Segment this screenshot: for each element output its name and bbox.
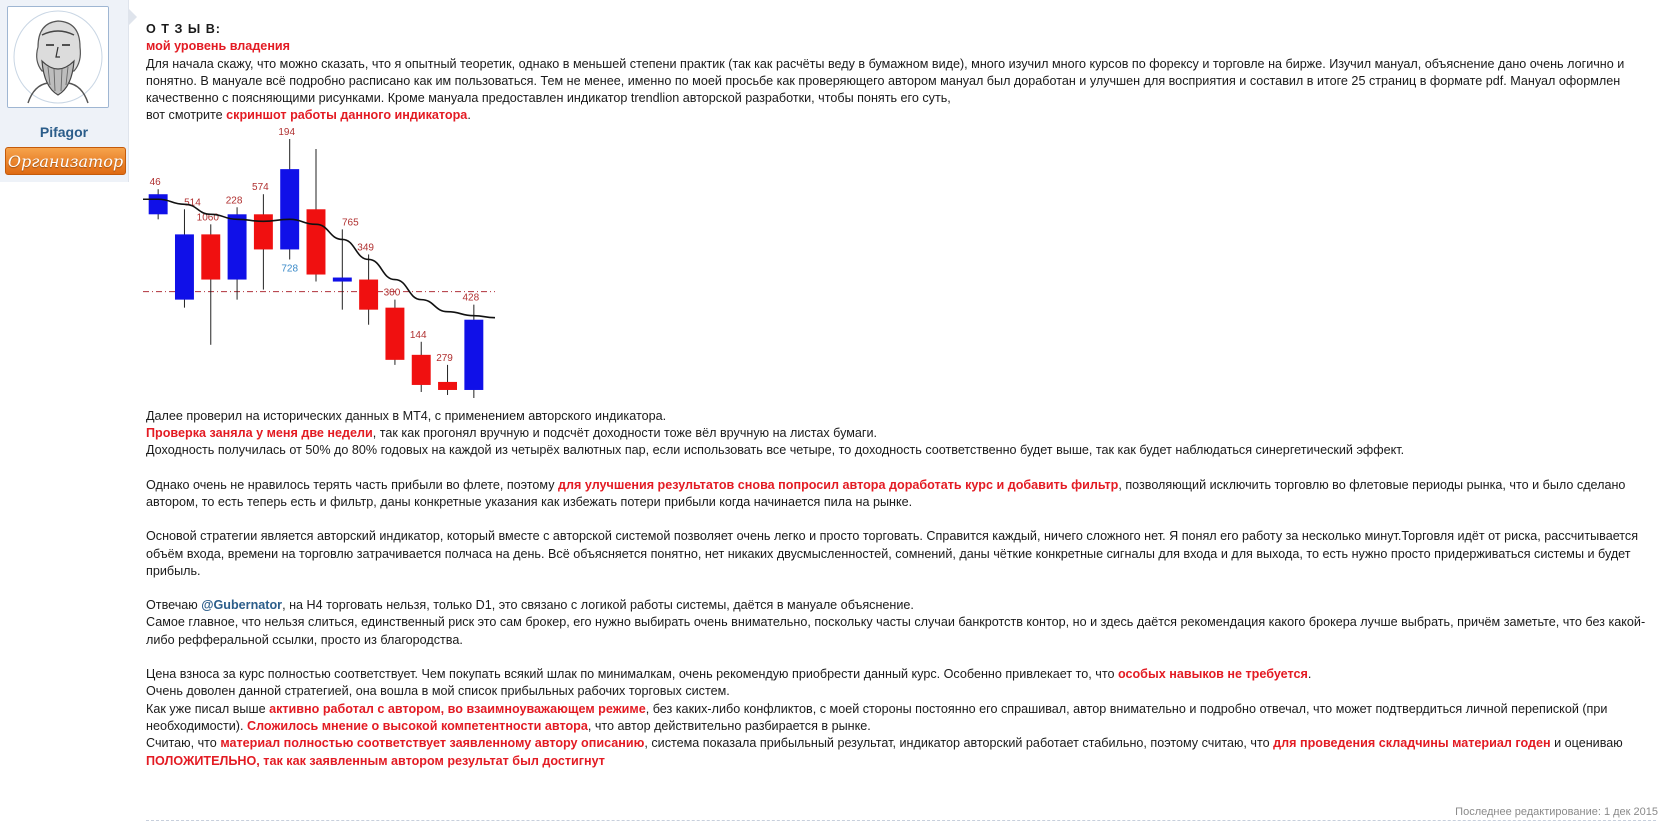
candle-body <box>280 169 299 249</box>
candle-body <box>149 194 168 214</box>
highlight: Сложилось мнение о высокой компетентности автора <box>246 718 588 733</box>
candle-label: 300 <box>383 287 401 299</box>
paragraph-conclusion <box>146 735 1656 770</box>
candle-body <box>333 277 352 281</box>
text: вот смотрите <box>146 108 227 123</box>
candle-label: 46 <box>149 176 161 188</box>
last-edit-note: Последнее редактирование: 1 дек 2015 <box>1455 806 1658 818</box>
highlight: ПОЛОЖИТЕЛЬНО, так как заявленным автором результат был достигнут <box>146 753 605 768</box>
candle-body <box>438 382 457 390</box>
paragraph-history: Далее проверил на исторических данных в MT4, с применением авторского индикатора. <box>146 408 667 423</box>
indicator-screenshot[interactable] <box>143 128 495 406</box>
text: , без каких-либо конфликтов, с моей стороны постоянно его спрашивал, автор внимательно и подробно отвечал, что может подтвердиться личной перепиской (при необходимости). <box>146 701 1608 733</box>
user-sidebar <box>0 0 129 182</box>
mention-link[interactable]: @Gubernator <box>201 598 283 613</box>
text: Как уже писал выше <box>146 701 270 716</box>
post-body <box>146 21 1656 770</box>
candle-label: 574 <box>252 182 269 194</box>
candle-body <box>412 355 431 385</box>
paragraph-strategy: Основой стратегии является авторский индикатор, который вместе с авторской системой позволяет очень легко и просто торговать. Справится каждый, ничего сложного нет. Я понял его работу за несколько минут.Торговля идёт от риска, рассчитывается объём входа, времени на торговлю затрачивается полчаса на день. Всё объясняется понятно, нет никаких двусмысленностей, сомнений, даны чёткие конкретные сигналы для входа и для выхода, то есть нужно просто придерживаться системы и будет прибыль. <box>146 529 1639 578</box>
paragraph-yield: Доходность получилась от 50% до 80% годовых на каждой из четырёх валютных пар, если использовать все четыре, то доходность соответственно будет выше, так как будет наблюдаться синергетический эффект. <box>146 443 1405 458</box>
highlight: особых навыков не требуется <box>1117 667 1308 682</box>
candle-label: 279 <box>436 352 453 364</box>
level-heading: мой уровень владения <box>146 39 291 54</box>
post-divider <box>146 820 1656 821</box>
highlight: активно работал с автором, во взаимноуважающем режиме <box>269 701 646 716</box>
candle-body <box>175 234 194 299</box>
review-title: О Т З Ы В: <box>146 22 221 36</box>
paragraph-satisfied: Очень доволен данной стратегией, она вошла в мой список прибыльных рабочих торговых систем. <box>146 684 730 699</box>
text: Считаю, что <box>146 736 221 751</box>
highlight: для улучшения результатов снова попросил автора доработать курс и добавить фильтр <box>558 477 1119 492</box>
highlight: материал полностью соответствует заявленному автору описанию <box>220 736 645 751</box>
paragraph-price <box>146 666 1656 683</box>
candlestick-chart <box>143 128 495 406</box>
candle-label: 1060 <box>196 212 219 224</box>
paragraph-screenshot <box>146 107 1656 124</box>
text: . <box>1307 667 1312 682</box>
candle-body <box>201 234 220 279</box>
candle-label: 428 <box>462 292 480 304</box>
text: , что автор действительно разбирается в рынке. <box>587 718 871 733</box>
candle-body <box>385 307 404 359</box>
paragraph-intro: Для начала скажу, что можно сказать, что я опытный теоретик, однако в меньшей степени практик (так как расчёты веду в бумажном виде), много изучил много курсов по форексу и торговле на бирже. Изучил мануал, объяснение дано очень логично и понятно. В мануале всё подробно расписано как им пользоваться. Тем не менее, именно по моей просьбе как проверяющего автором мануал был доработан и улучшен для восприятия и составил в итоге 25 страниц в формате pdf. Мануал оформлен качественно с поясняющими рисунками. Кроме мануала предоставлен индикатор trendlion авторской разработки, чтобы понять его суть, <box>146 56 1625 106</box>
text: Однако очень не нравилось терять часть прибыли во флете, поэтому <box>146 477 559 492</box>
text: , позволяющий исключить торговлю во флетовые периоды рынка, что и было сделано автором, то есть теперь есть и фильтр, даны конкретные указания как избежать потери прибыли когда начинается пила на рынке. <box>146 477 1626 509</box>
sidebar-pointer <box>128 8 137 26</box>
candle-body <box>359 279 378 309</box>
candle-label: 728 <box>281 263 299 275</box>
text: Цена взноса за курс полностью соответствует. Чем покупать всякий шлак по минималкам, очень рекомендую приобрести данный курс. Особенно привлекает то, что <box>146 667 1118 682</box>
candle-body <box>228 214 247 279</box>
paragraph-check <box>146 425 1656 442</box>
text: , так как прогонял вручную и подсчёт доходности тоже вёл вручную на листах бумаги. <box>372 426 878 441</box>
candle-label: 765 <box>341 217 359 229</box>
candle-label: 194 <box>278 127 296 138</box>
highlight: для проведения складчины материал годен <box>1273 736 1551 751</box>
paragraph-broker: Самое главное, что нельзя слиться, единственный риск это сам брокер, его нужно выбирать очень внимательно, поскольку часты случаи банкротств контор, но и здесь даётся рекомендация какого брокера лучше выбрать, причём заметьте, что без какой-либо рефферальной ссылки, просто из благородства. <box>146 615 1646 647</box>
paragraph-author <box>146 701 1656 736</box>
candle-label: 228 <box>225 195 243 207</box>
highlight: Проверка заняла у меня две недели <box>146 426 373 441</box>
text: . <box>467 108 471 123</box>
highlight: скриншот работы данного индикатора <box>226 108 468 123</box>
avatar[interactable] <box>7 6 109 108</box>
candle-body <box>307 209 326 274</box>
candle-body <box>254 214 273 249</box>
username-link[interactable]: Pifagor <box>39 124 89 140</box>
pythagoras-portrait-icon <box>8 7 108 107</box>
paragraph-filter <box>146 477 1656 512</box>
text: , на H4 торговать нельзя, только D1, это связано с логикой работы системы, даётся в мануале объяснение. <box>282 598 914 613</box>
text: , система показала прибыльный результат, индикатор авторский работает стабильно, поэтому считаю, что <box>644 736 1274 751</box>
candle-label: 144 <box>409 329 427 341</box>
role-badge: Организатор <box>5 147 126 175</box>
text: и оцениваю <box>1550 736 1623 751</box>
text: Отвечаю <box>146 598 202 613</box>
candle-label: 349 <box>357 242 374 254</box>
paragraph-reply <box>146 597 1656 614</box>
candle-body <box>464 319 483 389</box>
candle-label: 514 <box>184 197 201 209</box>
